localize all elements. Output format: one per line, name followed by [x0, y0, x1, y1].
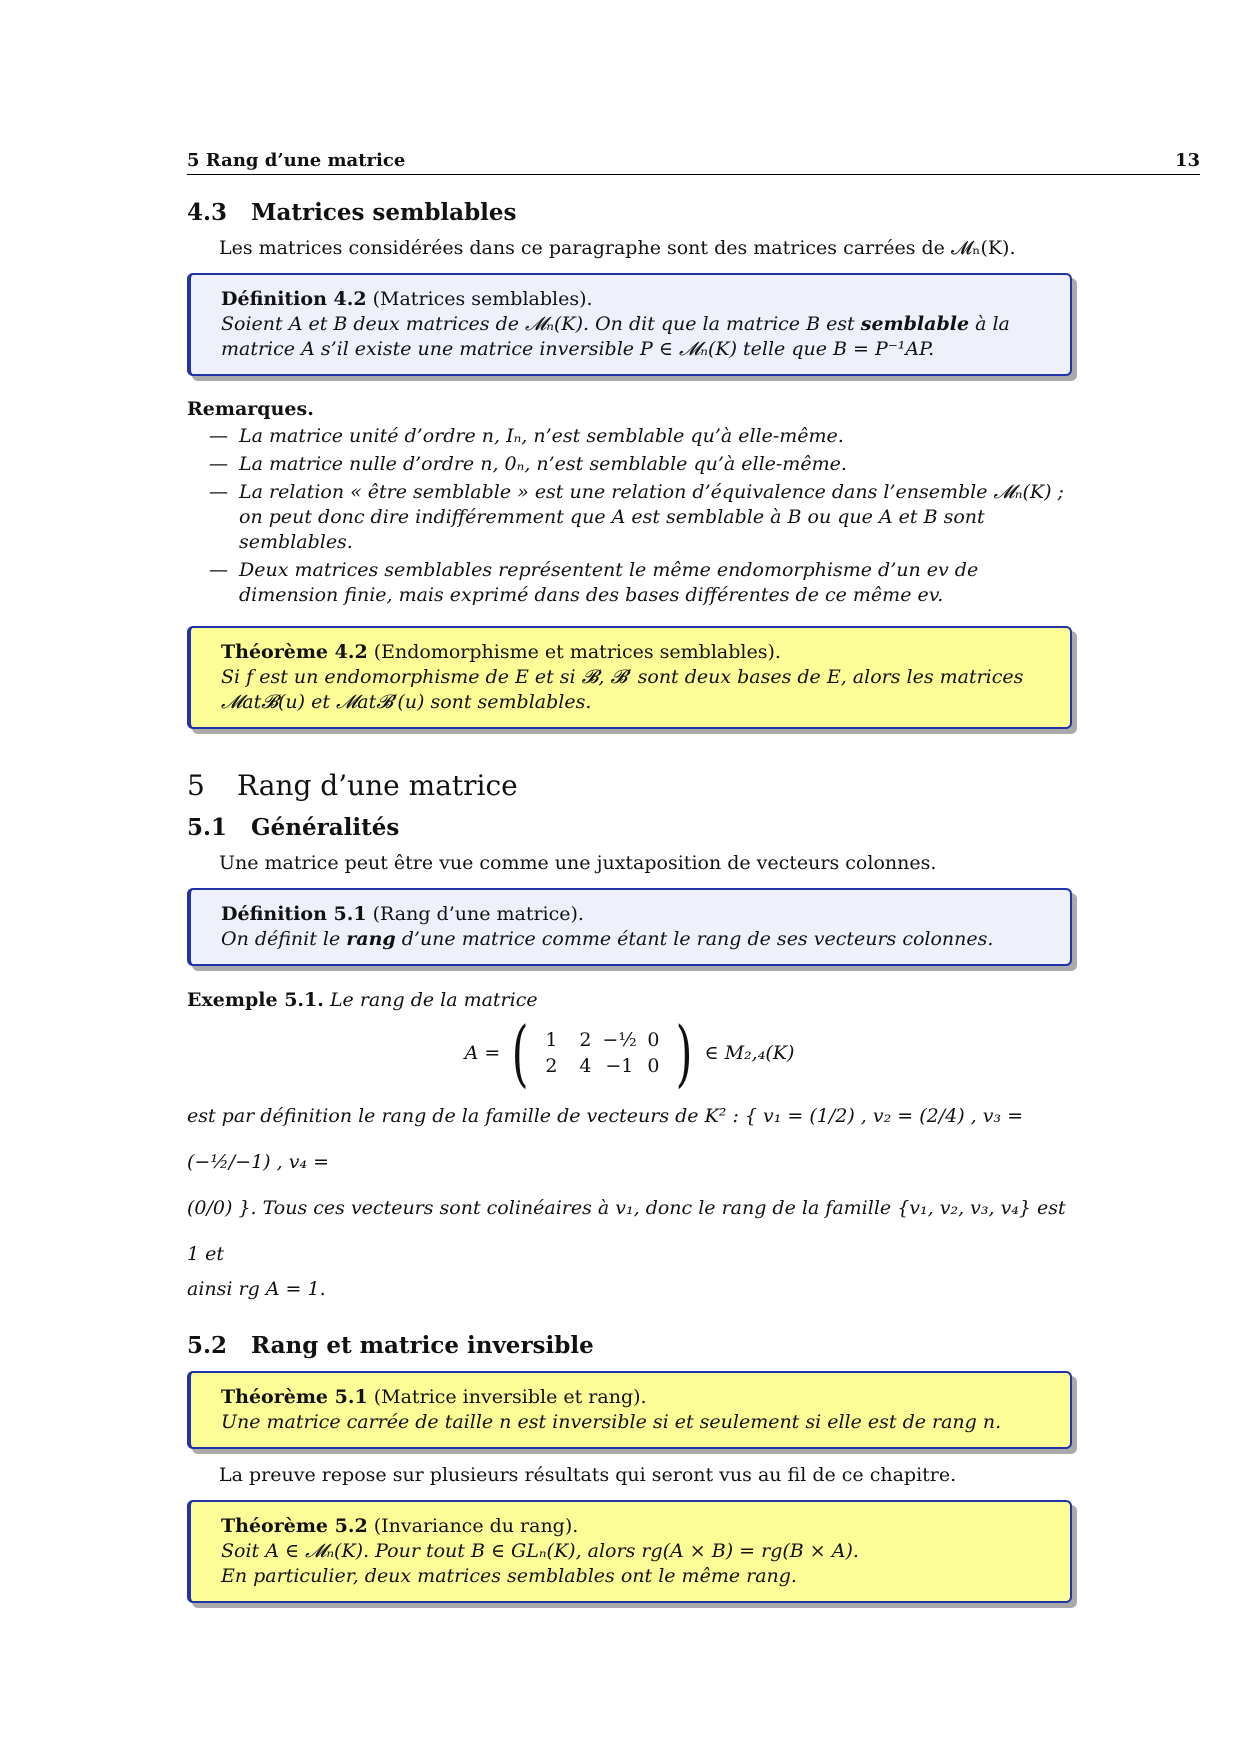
page-number: 13: [1174, 150, 1200, 171]
list-item: — La matrice unité d’ordre n, Iₙ, n’est semblable qu’à elle-même.: [187, 424, 1072, 449]
definition-term: semblable: [860, 313, 970, 335]
running-title: 5 Rang d’une matrice: [187, 150, 406, 171]
theorem-label: Théorème 4.2: [221, 641, 368, 663]
list-item: — Deux matrices semblables représentent le même endomorphisme d’un ev de dimension finie, mais exprimé dans des bases différentes de ce même ev.: [187, 558, 1072, 608]
example-text-line-2: (0/0) }. Tous ces vecteurs sont colinéaires à v₁, donc le rang de la famille {v₁, v₂, v₃, v₄} est 1 et: [187, 1197, 1066, 1265]
theorem-box-5-1: [187, 1371, 1072, 1449]
content: [187, 199, 1072, 1603]
theorem-body: Une matrice carrée de taille n est inversible si et seulement si elle est de rang n.: [221, 1411, 1002, 1433]
matrix-cell: 0: [647, 1029, 660, 1051]
definition-text-a: Soient A et B deux matrices de 𝓜ₙ(K). On dit que la matrice B est: [221, 313, 861, 335]
definition-label: Définition 5.1: [221, 903, 367, 925]
matrix-lhs: A =: [464, 1042, 501, 1064]
remarks-title: Remarques.: [187, 398, 314, 420]
definition-text-a: On définit le: [221, 928, 347, 950]
theorem-body-line-2: En particulier, deux matrices semblables ont le même rang.: [221, 1565, 797, 1587]
definition-box-5-1: [187, 888, 1072, 966]
definition-text-b: à la matrice A s’il existe une matrice inversible P ∈ 𝓜ₙ(K) telle que B = P⁻¹AP.: [221, 313, 1010, 360]
subsection-title: Généralités: [251, 814, 400, 841]
subsection-number: 5.1: [187, 814, 228, 841]
subsection-number: 5.2: [187, 1332, 228, 1359]
matrix-cell: 4: [579, 1055, 592, 1077]
theorem-box-5-2: [187, 1500, 1072, 1603]
definition-label: Définition 4.2: [221, 288, 367, 310]
theorem-label: Théorème 5.1: [221, 1386, 368, 1408]
paragraph-intro-4-3: Les matrices considérées dans ce paragraphe sont des matrices carrées de 𝓜ₙ(K).: [219, 237, 1016, 259]
definition-body: [221, 927, 1040, 952]
left-paren: (: [511, 1011, 529, 1095]
definition-header: [221, 287, 1040, 312]
definition-box-4-2: [187, 273, 1072, 376]
definition-name: (Matrices semblables).: [372, 288, 593, 310]
section-heading-5: [187, 769, 1072, 802]
example-5-1: [187, 988, 1072, 1302]
matrix-cell: 1: [545, 1029, 558, 1051]
example-label: Exemple 5.1.: [187, 989, 324, 1011]
remarks-list: [187, 424, 1072, 608]
theorem-header: [221, 640, 1040, 665]
theorem-name: (Endomorphisme et matrices semblables).: [373, 641, 781, 663]
theorem-body-line-1: Soit A ∈ 𝓜ₙ(K). Pour tout B ∈ GLₙ(K), alors rg(A × B) = rg(B × A).: [221, 1540, 859, 1562]
list-item: — La matrice nulle d’ordre n, 0ₙ, n’est semblable qu’à elle-même.: [187, 452, 1072, 477]
matrix-rhs: ∈ M₂,₄(K): [704, 1042, 795, 1064]
example-text-line-1: est par définition le rang de la famille de vecteurs de K² : { v₁ = (1/2) , v₂ = (2/4) , v₃ = (−½/−1) , v₄ =: [187, 1105, 1024, 1173]
section-title: Rang d’une matrice: [237, 769, 518, 802]
theorem-label: Théorème 5.2: [221, 1515, 368, 1537]
theorem-box-4-2: [187, 626, 1072, 729]
theorem-header: [221, 1514, 1040, 1539]
matrix-equation: [187, 1011, 1072, 1095]
subsection-number: 4.3: [187, 199, 228, 226]
subsection-heading-4-3: [187, 199, 1072, 226]
list-item: — La relation « être semblable » est une relation d’équivalence dans l’ensemble 𝓜ₙ(K) ; on peut donc dire indifféremment que A est semblable à B ou que A et B sont semblables.: [187, 480, 1072, 555]
subsection-heading-5-1: [187, 814, 1072, 841]
matrix-cell: 0: [647, 1055, 660, 1077]
definition-term: rang: [346, 928, 396, 950]
theorem-name: (Matrice inversible et rang).: [373, 1386, 647, 1408]
example-lead: [187, 988, 1072, 1013]
matrix: [506, 1011, 698, 1095]
example-lead-text: Le rang de la matrice: [329, 989, 538, 1011]
matrix-grid: [534, 1029, 670, 1077]
paragraph-intro-5-1: Une matrice peut être vue comme une juxtaposition de vecteurs colonnes.: [219, 852, 937, 874]
theorem-name: (Invariance du rang).: [373, 1515, 579, 1537]
matrix-cell: 2: [545, 1055, 558, 1077]
subsection-heading-5-2: [187, 1332, 1072, 1359]
definition-text-b: d’une matrice comme étant le rang de ses vecteurs colonnes.: [395, 928, 994, 950]
page: [187, 150, 1200, 1625]
definition-name: (Rang d’une matrice).: [372, 903, 584, 925]
matrix-cell: −½: [602, 1029, 637, 1051]
section-number: 5: [187, 769, 205, 802]
definition-header: [221, 902, 1040, 927]
theorem-body: Si f est un endomorphisme de E et si 𝓑, 𝓑′ sont deux bases de E, alors les matrices 𝓜at𝓑(u) et 𝓜at𝓑′(u) sont semblables.: [221, 666, 1024, 713]
matrix-cell: 2: [579, 1029, 592, 1051]
theorem-header: [221, 1385, 1040, 1410]
matrix-cell: −1: [605, 1055, 634, 1077]
running-header: [187, 150, 1200, 175]
subsection-title: Matrices semblables: [251, 199, 517, 226]
right-paren: ): [676, 1011, 693, 1095]
definition-body: [221, 312, 1040, 362]
example-text-line-3: ainsi rg A = 1.: [187, 1278, 326, 1300]
subsection-title: Rang et matrice inversible: [251, 1332, 594, 1359]
proof-note: La preuve repose sur plusieurs résultats qui seront vus au fil de ce chapitre.: [219, 1464, 957, 1486]
